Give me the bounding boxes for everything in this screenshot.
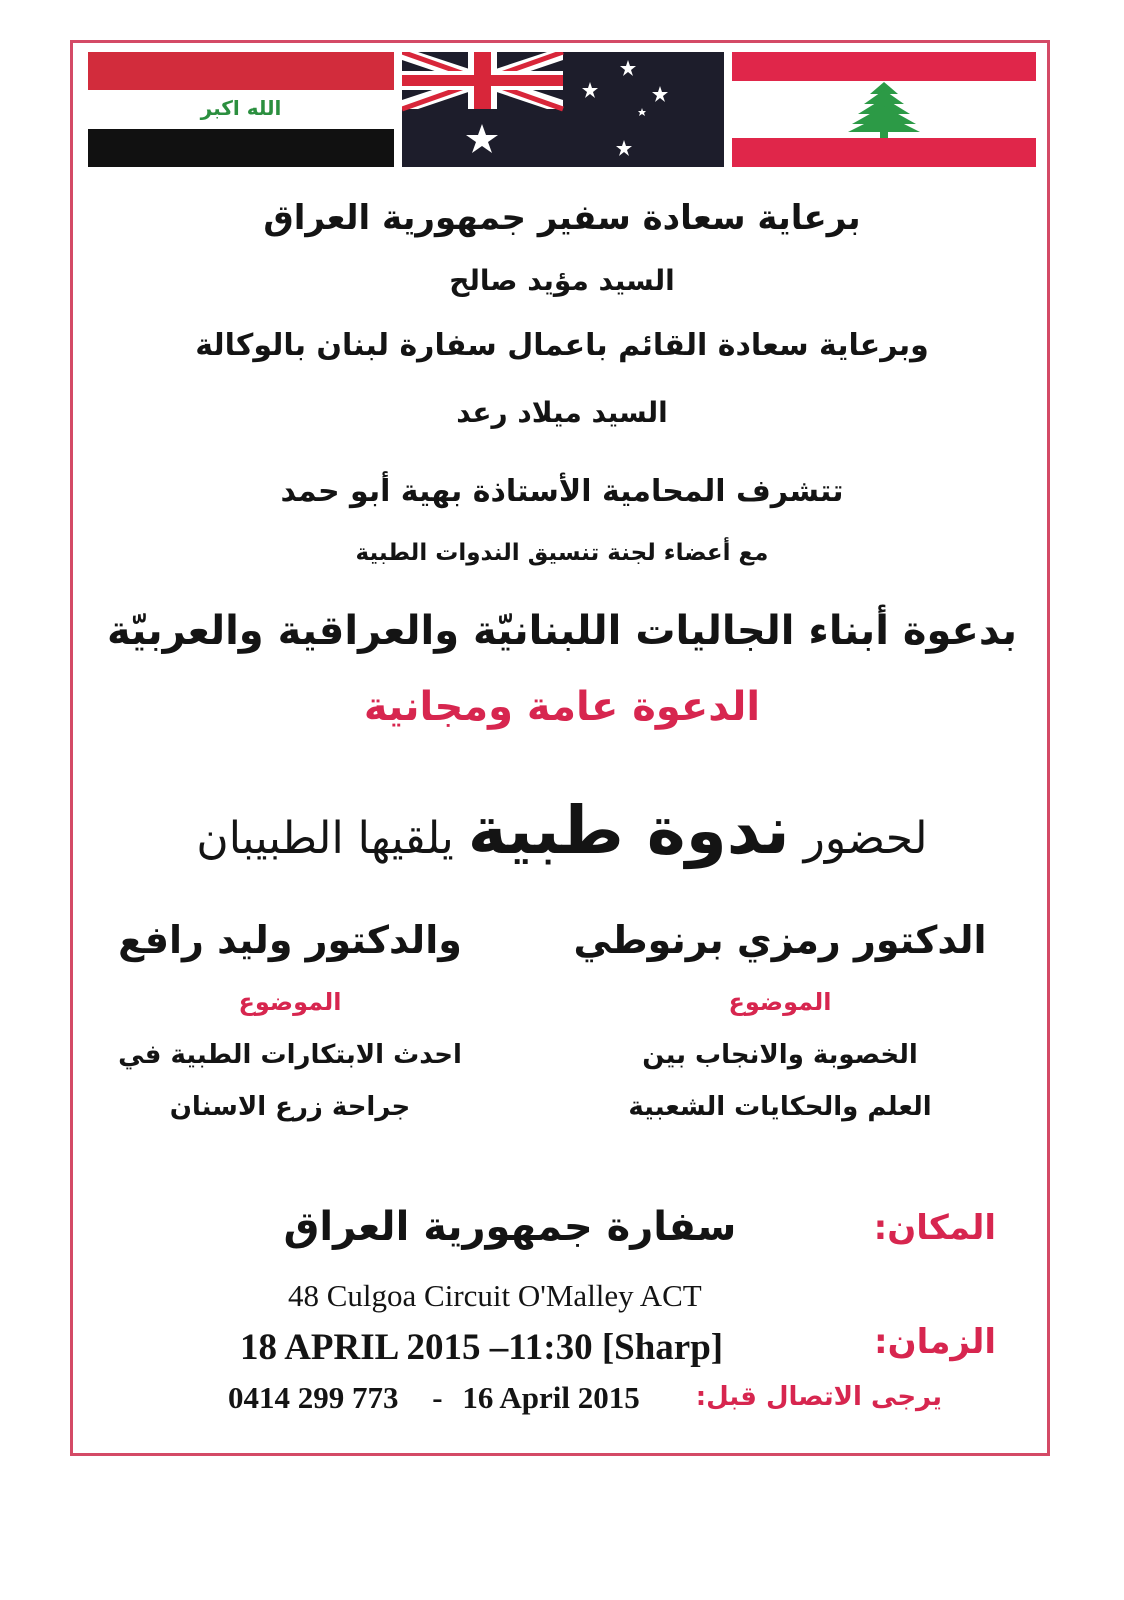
venue-label: المكان:	[873, 1208, 996, 1248]
union-jack-icon	[402, 52, 563, 109]
speaker-2-topic-line-2: جراحة زرع الاسنان	[169, 1092, 411, 1122]
rsvp-separator: -	[432, 1380, 443, 1415]
rsvp-label: يرجى الاتصال قبل:	[695, 1382, 942, 1412]
venue-name: سفارة جمهورية العراق	[283, 1204, 737, 1250]
iraq-flag	[88, 52, 394, 167]
attend-suffix: يلقيها الطبيبان	[196, 813, 454, 864]
australia-flag	[402, 52, 724, 167]
co-patron-line: وبرعاية سعادة القائم باعمال سفارة لبنان بالوكالة	[195, 328, 929, 363]
rsvp-details	[228, 1380, 640, 1416]
attend-prefix: لحضور	[803, 813, 928, 864]
seminar-title: ندوة طبية	[467, 792, 790, 869]
time-value: 18 APRIL 2015 –11:30 [Sharp]	[240, 1327, 724, 1368]
patron-name: السيد مؤيد صالح	[449, 264, 675, 297]
rsvp-deadline: 16 April 2015	[462, 1380, 640, 1415]
time-label: الزمان:	[873, 1322, 996, 1362]
committee-line: مع أعضاء لجنة تنسيق الندوات الطبية	[355, 540, 769, 566]
seminar-line	[0, 792, 1124, 869]
patron-line: برعاية سعادة سفير جمهورية العراق	[263, 198, 861, 238]
speaker-2-topic-label: الموضوع	[238, 988, 342, 1016]
speaker-2	[70, 918, 510, 1122]
speaker-2-topic-line-1: احدث الابتكارات الطبية في	[118, 1040, 462, 1070]
co-patron-name: السيد ميلاد رعد	[456, 396, 668, 429]
venue-address: 48 Culgoa Circuit O'Malley ACT	[288, 1278, 702, 1313]
speaker-1-topic-label: الموضوع	[728, 988, 832, 1016]
audience-line: بدعوة أبناء الجاليات اللبنانيّة والعراقية والعربيّة	[107, 608, 1017, 654]
speaker-1	[560, 918, 1000, 1122]
speaker-1-name: الدكتور رمزي برنوطي	[573, 918, 987, 962]
lebanon-flag	[732, 52, 1036, 167]
host-line: تتشرف المحامية الأستاذة بهية أبو حمد	[280, 474, 844, 509]
australia-flag-graphic	[402, 52, 724, 167]
speaker-1-topic-line-2: العلم والحكايات الشعبية	[628, 1092, 932, 1122]
speaker-2-name: والدكتور وليد رافع	[118, 918, 462, 962]
free-invitation-line: الدعوة عامة ومجانية	[363, 684, 761, 730]
speaker-1-topic-line-1: الخصوبة والانجاب بين	[642, 1040, 918, 1070]
rsvp-phone: 0414 299 773	[228, 1380, 399, 1415]
lebanon-flag-graphic	[732, 52, 1036, 167]
iraq-flag-inscription: الله اكبر	[200, 96, 282, 121]
